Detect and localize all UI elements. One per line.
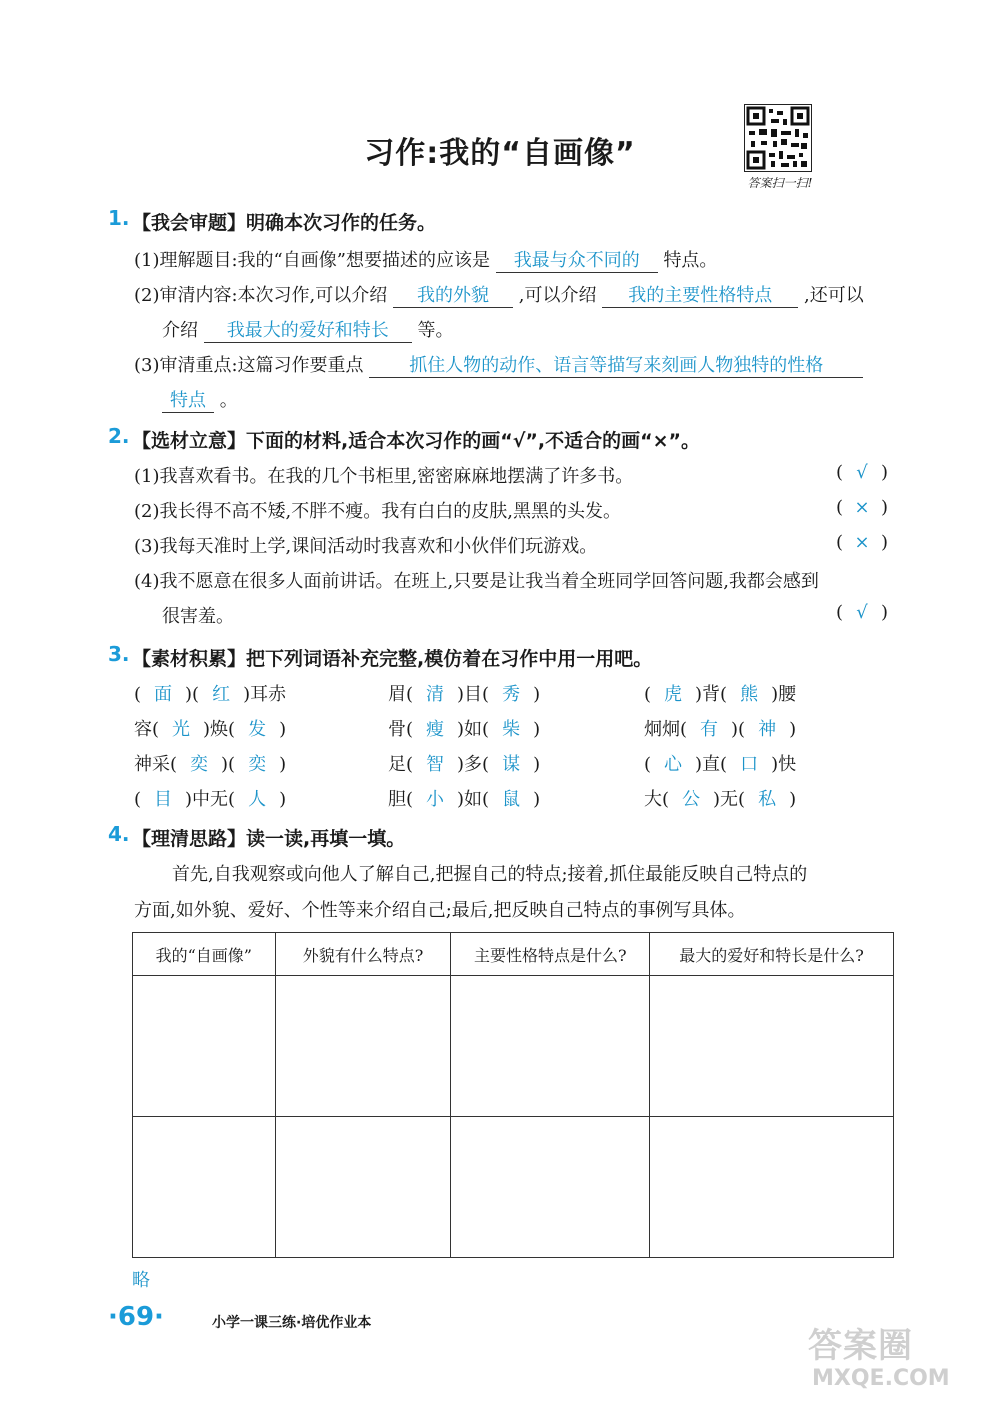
watermark-logo: 答案圈 bbox=[808, 1326, 913, 1366]
question-3-number: 3. bbox=[108, 642, 130, 666]
q2-item-2: (2)我长得不高不矮,不胖不瘦。我有白白的皮肤,黑黑的头发。 bbox=[134, 501, 621, 522]
idiom-text: ) bbox=[533, 719, 541, 740]
qr-code-icon[interactable] bbox=[744, 104, 812, 172]
idiom-answer: 口 bbox=[740, 754, 759, 775]
idiom-text: 足( bbox=[388, 754, 414, 775]
idiom-text: ) bbox=[789, 789, 797, 810]
idiom-answer: 目 bbox=[154, 789, 173, 810]
idiom-answer: 熊 bbox=[740, 684, 759, 705]
q2-item-4-continued: 很害羞。 bbox=[162, 606, 234, 627]
idiom-answer: 私 bbox=[758, 789, 777, 810]
table-row bbox=[133, 1117, 894, 1258]
idiom-text: 容( bbox=[134, 719, 160, 740]
idiom-text: )背( bbox=[695, 684, 728, 705]
idiom-text: ) bbox=[533, 684, 541, 705]
table-cell[interactable] bbox=[451, 976, 650, 1117]
idiom-item bbox=[388, 750, 540, 776]
idiom-text: )无( bbox=[713, 789, 746, 810]
question-2-heading: 【选材立意】下面的材料,适合本次习作的画“√”,不适合的画“×”。 bbox=[132, 430, 700, 452]
q4-paragraph-line-2: 方面,如外貌、爱好、个性等来介绍自己;最后,把反映自己特点的事例写具体。 bbox=[134, 900, 746, 921]
idiom-text: ( bbox=[644, 754, 652, 775]
q1-line-1 bbox=[134, 246, 717, 273]
idiom-text: 神采( bbox=[134, 754, 178, 775]
table-cell[interactable] bbox=[451, 1117, 650, 1258]
idiom-text: ( bbox=[644, 684, 652, 705]
idiom-answer: 柴 bbox=[502, 719, 521, 740]
idiom-item bbox=[388, 680, 540, 706]
q1-answer-2: 我的外貌 bbox=[393, 281, 513, 308]
idiom-answer: 红 bbox=[212, 684, 231, 705]
q1-line-3-suffix: 等。 bbox=[417, 320, 454, 341]
idiom-text: 大( bbox=[644, 789, 670, 810]
idiom-answer: 心 bbox=[664, 754, 683, 775]
q1-line-5-suffix: 。 bbox=[219, 390, 238, 411]
table-header-cell: 外貌有什么特点? bbox=[275, 933, 451, 976]
idiom-answer: 有 bbox=[700, 719, 719, 740]
q2-item-2-mark: ( × ) bbox=[836, 497, 889, 518]
idiom-answer: 光 bbox=[172, 719, 191, 740]
table-cell[interactable] bbox=[650, 1117, 894, 1258]
idiom-text: )多( bbox=[457, 754, 490, 775]
q1-line-1-suffix: 特点。 bbox=[663, 250, 718, 271]
idiom-answer: 人 bbox=[248, 789, 267, 810]
q2-item-3-mark: ( × ) bbox=[836, 532, 889, 553]
idiom-item bbox=[644, 785, 796, 811]
q2-item-1-mark: ( √ ) bbox=[836, 462, 889, 483]
table-cell[interactable] bbox=[133, 1117, 276, 1258]
idiom-item bbox=[134, 750, 286, 776]
q1-line-1-prefix: (1)理解题目:我的“自画像”想要描述的应该是 bbox=[134, 250, 490, 271]
page-number: ·69· bbox=[108, 1302, 164, 1332]
q1-answer-5-cont: 特点 bbox=[162, 386, 214, 413]
idiom-text: )快 bbox=[771, 754, 797, 775]
idiom-text: 胆( bbox=[388, 789, 414, 810]
idiom-text: 眉( bbox=[388, 684, 414, 705]
idiom-answer: 虎 bbox=[664, 684, 683, 705]
q2-item-3: (3)我每天准时上学,课间活动时我喜欢和小伙伴们玩游戏。 bbox=[134, 536, 598, 557]
idiom-text: ) bbox=[279, 754, 287, 775]
idiom-text: )( bbox=[221, 754, 236, 775]
page-title: 习作:我的“自画像” bbox=[364, 136, 636, 171]
idiom-item bbox=[134, 715, 286, 741]
q1-answer-1: 我最与众不同的 bbox=[496, 246, 658, 273]
idiom-text: 炯炯( bbox=[644, 719, 688, 740]
idiom-answer: 公 bbox=[682, 789, 701, 810]
question-1-number: 1. bbox=[108, 206, 130, 230]
idiom-text: )( bbox=[185, 684, 200, 705]
idiom-text: ( bbox=[134, 789, 142, 810]
idiom-answer: 谋 bbox=[502, 754, 521, 775]
idiom-item bbox=[388, 715, 540, 741]
idiom-item bbox=[644, 680, 796, 706]
q1-answer-5: 抓住人物的动作、语言等描写来刻画人物独特的性格 bbox=[369, 351, 863, 378]
q1-line-3 bbox=[162, 316, 453, 343]
idiom-answer: 小 bbox=[426, 789, 445, 810]
idiom-text: )耳赤 bbox=[243, 684, 287, 705]
idiom-text: 骨( bbox=[388, 719, 414, 740]
question-4-heading: 【理清思路】读一读,再填一填。 bbox=[132, 828, 406, 850]
question-4-number: 4. bbox=[108, 822, 130, 846]
q2-item-4: (4)我不愿意在很多人面前讲话。在班上,只要是让我当着全班同学回答问题,我都会感到 bbox=[134, 571, 819, 592]
table-cell[interactable] bbox=[275, 1117, 451, 1258]
idiom-text: ) bbox=[533, 754, 541, 775]
q1-answer-4: 我最大的爱好和特长 bbox=[204, 316, 412, 343]
idiom-text: )如( bbox=[457, 789, 490, 810]
table-cell[interactable] bbox=[650, 976, 894, 1117]
idiom-text: )目( bbox=[457, 684, 490, 705]
self-portrait-table bbox=[132, 932, 894, 1258]
q1-line-3-prefix: 介绍 bbox=[162, 320, 198, 341]
idiom-text: )中无( bbox=[185, 789, 236, 810]
idiom-item bbox=[644, 750, 796, 776]
qr-caption: 答案扫一扫! bbox=[747, 176, 813, 190]
q1-line-4 bbox=[134, 351, 863, 378]
idiom-item bbox=[644, 715, 796, 741]
idiom-text: )焕( bbox=[203, 719, 236, 740]
q4-paragraph-line-1: 首先,自我观察或向他人了解自己,把握自己的特点;接着,抓住最能反映自己特点的 bbox=[172, 864, 808, 885]
idiom-answer: 智 bbox=[426, 754, 445, 775]
table-row bbox=[133, 976, 894, 1117]
table-header-cell: 最大的爱好和特长是什么? bbox=[650, 933, 894, 976]
book-title: 小学一课三练·培优作业本 bbox=[212, 1315, 372, 1331]
question-2-number: 2. bbox=[108, 424, 130, 448]
idiom-answer: 瘦 bbox=[426, 719, 445, 740]
idiom-answer: 清 bbox=[426, 684, 445, 705]
q2-item-4-mark: ( √ ) bbox=[836, 602, 889, 623]
table-cell[interactable] bbox=[275, 976, 451, 1117]
q2-item-1: (1)我喜欢看书。在我的几个书柜里,密密麻麻地摆满了许多书。 bbox=[134, 466, 634, 487]
idiom-text: )如( bbox=[457, 719, 490, 740]
idiom-answer: 奕 bbox=[248, 754, 267, 775]
table-header-cell: 主要性格特点是什么? bbox=[451, 933, 650, 976]
idiom-answer: 秀 bbox=[502, 684, 521, 705]
idiom-text: )直( bbox=[695, 754, 728, 775]
q1-line-5 bbox=[162, 386, 238, 413]
idiom-text: ) bbox=[279, 719, 287, 740]
idiom-text: ) bbox=[789, 719, 797, 740]
idiom-item bbox=[134, 680, 286, 706]
q1-line-2-prefix: (2)审清内容:本次习作,可以介绍 bbox=[134, 285, 388, 306]
table-cell[interactable] bbox=[133, 976, 276, 1117]
question-3-heading: 【素材积累】把下列词语补充完整,模仿着在习作中用一用吧。 bbox=[132, 648, 653, 670]
idiom-answer: 面 bbox=[154, 684, 173, 705]
table-header-row bbox=[133, 933, 894, 976]
idiom-answer: 鼠 bbox=[502, 789, 521, 810]
question-1-heading: 【我会审题】明确本次习作的任务。 bbox=[132, 212, 437, 234]
idiom-item bbox=[388, 785, 540, 811]
idiom-text: ) bbox=[533, 789, 541, 810]
q1-line-2-suffix: ,还可以 bbox=[803, 285, 864, 306]
idiom-answer: 神 bbox=[758, 719, 777, 740]
q4-answer: 略 bbox=[132, 1270, 150, 1291]
idiom-item bbox=[134, 785, 286, 811]
q1-line-4-prefix: (3)审清重点:这篇习作要重点 bbox=[134, 355, 364, 376]
q1-answer-3: 我的主要性格特点 bbox=[602, 281, 798, 308]
idiom-text: )( bbox=[731, 719, 746, 740]
idiom-text: ) bbox=[279, 789, 287, 810]
q1-line-2 bbox=[134, 281, 864, 308]
q1-line-2-middle: ,可以介绍 bbox=[518, 285, 597, 306]
idiom-answer: 奕 bbox=[190, 754, 209, 775]
idiom-answer: 发 bbox=[248, 719, 267, 740]
idiom-text: ( bbox=[134, 684, 142, 705]
idiom-text: )腰 bbox=[771, 684, 797, 705]
watermark-url: MXQE.COM bbox=[812, 1366, 950, 1391]
table-header-cell: 我的“自画像” bbox=[133, 933, 276, 976]
